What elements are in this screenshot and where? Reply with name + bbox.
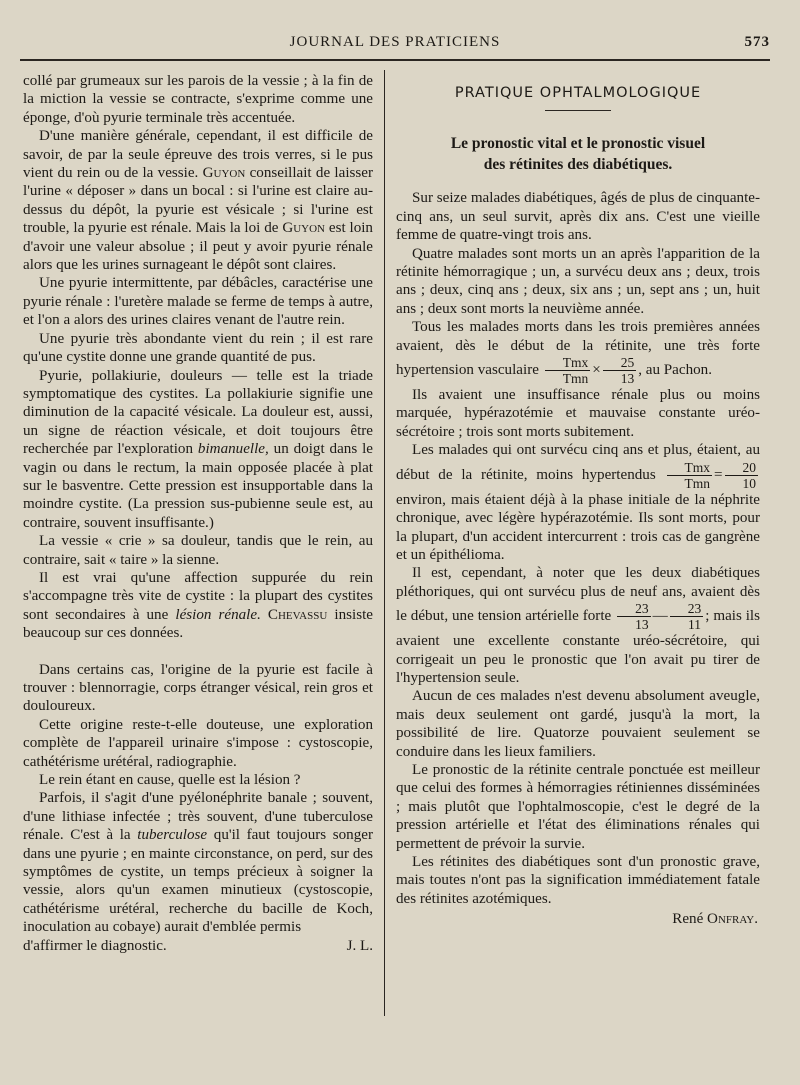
fraction-denominator: 13 [620, 371, 635, 387]
fraction [617, 601, 651, 632]
text-run: un doigt dans le vagin ou dans le rectum, la main opposée placée à plat sur le basventre. Cette pression est insupportable dans la moindre cystite. (La pression sus-pubienne seule est, au contraire, souvent insuffisante.) [23, 441, 373, 531]
text-run: insiste beaucoup sur ces données. [23, 606, 373, 642]
text-run: Pyurie, pollakiurie, douleurs — telle est la triade symptomatique des cystites. La pollakiurie signifie une diminution de la capacité vésicale. La douleur est, aussi, un signe de réaction vésicale, et doit toujours être recherchée par l'exploration [23, 367, 373, 458]
fraction [603, 355, 637, 386]
paragraph: Une pyurie très abondante vient du rein ; il est rare qu'une cystite donne une grande quantité de pus. [23, 330, 373, 366]
paragraph: Cette origine reste-t-elle douteuse, une exploration complète de l'appareil urinaire s'impose : cystoscopie, cathétérisme urétéral, radiographie. [23, 716, 373, 770]
section-rule [545, 110, 611, 111]
fraction-denominator: Tmn [562, 371, 589, 387]
paragraph [23, 127, 373, 274]
header-rule [20, 59, 770, 61]
signature-last-name: Onfray. [707, 911, 758, 928]
paragraph: Ils avaient une insuffisance rénale plus ou moins marquée, hypérazotémie et mauvaise constante uréo-sécrétoire ; trois sont morts subitement. [396, 387, 760, 440]
text-run: Il est vrai qu'une affection suppurée du rein s'accompagne très vite de cystite : la plupart des cystites sont secondaires à une [23, 569, 373, 623]
emphasis: bimanuelle, [197, 441, 269, 458]
paragraph [396, 441, 760, 564]
text-run: Parfois, il s'agit d'une pyélonéphrite banale ; souvent, d'une lithiase infectée ; très souvent, d'une tuberculose rénale. C'est à la [23, 790, 373, 844]
paragraph: Aucun de ces malades n'est devenu absolument aveugle, mais deux seulement ont gardé, jusqu'à la mort, la possibilité de lire. Quatorze pouvaient seulement se conduire dans les lieux familiers. [396, 688, 760, 760]
paragraph: Les rétinites des diabétiques sont d'un pronostic grave, mais toutes n'ont pas la signification immédiatement fatale des rétinites azotémiques. [396, 854, 760, 907]
paragraph: Dans certains cas, l'origine de la pyurie est facile à trouver : blennorragie, corps étranger vésical, rein gros et douloureux. [23, 661, 373, 715]
signature-first-name: René [672, 911, 704, 928]
fraction-numerator: 25 [603, 355, 637, 371]
paragraph: collé par grumeaux sur les parois de la vessie ; à la fin de la miction la vessie se contracte, s'exprime comme une éponge, d'où pyurie terminale très accentuée. [23, 73, 373, 126]
left-column [23, 72, 373, 955]
text-run: Tous les malades morts dans les trois premières années avaient, dès le début de la rétinite, une très forte hypertension vasculaire [396, 319, 760, 379]
fraction-numerator: 23 [617, 601, 651, 617]
text-run: conseillait de laisser l'urine « déposer » dans un bocal : si l'urine est claire au-dessus du dépôt, la pyurie est vésicale ; si l'urine est trouble, la pyurie est rénale. Mais la loi de [23, 165, 373, 237]
math-operator: — [652, 608, 668, 625]
fraction [545, 355, 591, 386]
article-title [396, 133, 760, 175]
final-line: d'affirmer le diagnostic. [23, 937, 167, 954]
author-initials: J. L. [346, 937, 373, 954]
fraction [670, 601, 704, 632]
fraction-denominator: 13 [635, 617, 649, 633]
paragraph: Le pronostic de la rétinite centrale ponctuée est meilleur que celui des formes à hémorragies rétiniennes disséminées ; mais plutôt que l'ophtalmoscopie, c'est le degré de la pression artérielle et l'état des éliminations rénales qui permettent de prévoir la survie. [396, 761, 760, 852]
paragraph [23, 569, 373, 643]
article-end-line [23, 937, 373, 955]
text-run: est loin d'avoir une valeur absolue ; il peut y avoir pyurie rénale alors que les urines surnageant le dépôt sont claires. [23, 220, 373, 274]
article-signature [396, 910, 760, 928]
right-column [396, 72, 760, 929]
text-run: Il est, cependant, à noter que les deux diabétiques pléthoriques, qui ont survécu plus de neuf ans, avaient dès le début, une tension artérielle forte [396, 565, 760, 625]
text-run: environ, mais étaient déjà à la phase initiale de la néphrite chronique, avec légère hypérazotémie. Ils sont morts, pour la plupart, d'un accident intercurrent : trois cas de gangrène et un épithélioma. [396, 491, 760, 563]
paragraph: Sur seize malades diabétiques, âgés de plus de cinquante-cinq ans, un seul survit, après dix ans. C'est une vieille femme de quatre-vingt trois ans. [396, 190, 760, 244]
paragraph: Le rein étant en cause, quelle est la lésion ? [39, 772, 301, 789]
paragraph [396, 564, 760, 687]
fraction-numerator: Tmx [667, 460, 713, 476]
text-run: Les malades qui ont survécu cinq ans et plus, étaient, au début de la rétinite, moins hypertendus [396, 442, 760, 483]
author-name: Guyon [282, 220, 326, 237]
fraction-denominator: Tmn [684, 475, 710, 491]
text-run: D'une manière générale, cependant, il est difficile de savoir, de par la seule épreuve des trois verres, si le pus vient du rein ou de la vessie. [23, 128, 373, 182]
author-name: Chevassu [267, 606, 328, 623]
section-title: PRATIQUE OPHTALMOLOGIQUE [454, 85, 702, 101]
math-operator: = [714, 466, 723, 483]
text-run: ; mais ils avaient une excellente constante uréo-sécrétoire, qui corrigeait un peu le pronostic que l'on avait pu tirer de l'hypertension seule. [396, 608, 761, 686]
emphasis: tuberculose [137, 827, 208, 844]
text-run: qu'il faut toujours songer dans une pyurie ; en mainte circonstance, on perd, sur des symptômes de cystite, un temps précieux à soigner la vessie, alors qu'un examen minutieux (cystoscopie, cathétérisme urétéral, recherche du bacille de Koch, inoculation au cobaye) aurait d'emblée permis [23, 827, 373, 936]
author-name: Guyon [202, 165, 246, 182]
paragraph: Quatre malades sont morts un an après l'apparition de la rétinite hémorragique ; un, a survécu deux ans ; deux, trois ans ; deux, cinq ans ; deux, six ans ; un, sept ans ; un, huit ans ; deux sont morts la neuvième année. [396, 245, 760, 317]
fraction-denominator: 11 [687, 617, 701, 633]
running-title: JOURNAL DES PRATICIENS [289, 34, 501, 50]
fraction-numerator: Tmx [545, 355, 591, 371]
emphasis: lésion rénale. [175, 606, 261, 623]
fraction [667, 460, 713, 491]
paragraph [23, 789, 373, 936]
fraction-denominator: 10 [742, 475, 757, 491]
fraction [725, 460, 759, 491]
paragraph: Une pyurie intermittente, par débâcles, caractérise une pyurie rénale : l'uretère malade se ferme de temps à autre, et l'on a alors des urines claires venant de l'autre rein. [23, 275, 373, 329]
paragraph [396, 318, 760, 386]
column-divider [384, 70, 385, 1016]
fraction-numerator: 20 [725, 460, 759, 476]
text-run: , au Pachon. [638, 362, 712, 379]
article-title-line: Le pronostic vital et le pronostic visuel [450, 135, 706, 153]
paragraph: La vessie « crie » sa douleur, tandis que le rein, au contraire, sait « taire » la sienne. [23, 533, 373, 568]
article-title-line: des rétinites des diabétiques. [483, 156, 673, 174]
page-number: 573 [744, 34, 770, 50]
paragraph [23, 367, 373, 533]
math-operator: × [592, 362, 601, 379]
fraction-numerator: 23 [670, 601, 704, 617]
page-header [20, 34, 770, 54]
paragraph-gap [23, 643, 373, 661]
